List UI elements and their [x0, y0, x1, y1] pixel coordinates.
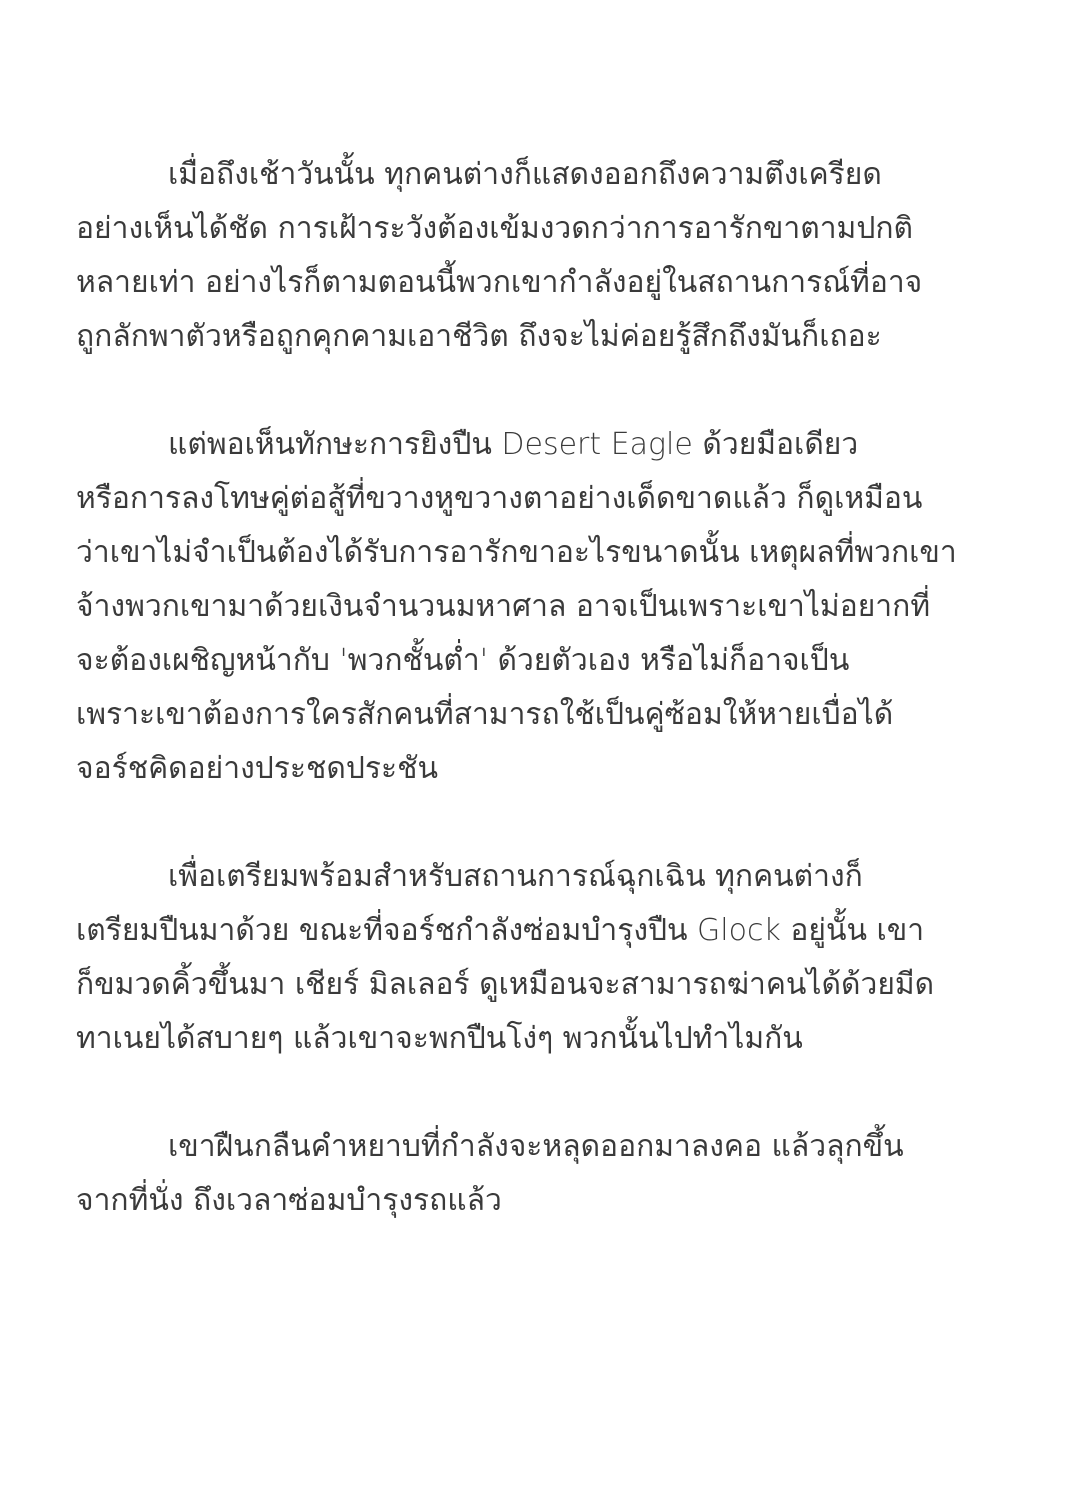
- paragraph-4: [76, 1120, 1026, 1228]
- paragraph-line: หลายเท่า อย่างไรก็ตามตอนนี้พวกเขากำลังอยู่ในสถานการณ์ที่อาจ: [76, 265, 923, 300]
- paragraph-line: เตรียมปืนมาด้วย ขณะที่จอร์ชกำลังซ่อมบำรุงปืน Glock อยู่นั้น เขา: [76, 913, 925, 948]
- paragraph-3: [76, 850, 1026, 1066]
- paragraph-line: หรือการลงโทษคู่ต่อสู้ที่ขวางหูขวางตาอย่างเด็ดขาดแล้ว ก็ดูเหมือน: [76, 481, 923, 516]
- paragraph-line: ถูกลักพาตัวหรือถูกคุกคามเอาชีวิต ถึงจะไม่ค่อยรู้สึกถึงมันก็เถอะ: [76, 319, 882, 354]
- paragraph-line: เพราะเขาต้องการใครสักคนที่สามารถใช้เป็นคู่ซ้อมให้หายเบื่อได้: [76, 697, 894, 732]
- paragraph-line: จะต้องเผชิญหน้ากับ 'พวกชั้นต่ำ' ด้วยตัวเอง หรือไม่ก็อาจเป็น: [76, 643, 850, 678]
- paragraph-line: อย่างเห็นได้ชัด การเฝ้าระวังต้องเข้มงวดกว่าการอารักขาตามปกติ: [76, 211, 914, 246]
- paragraph-line: เพื่อเตรียมพร้อมสำหรับสถานการณ์ฉุกเฉิน ทุกคนต่างก็: [168, 859, 863, 894]
- paragraph-line: แต่พอเห็นทักษะการยิงปืน Desert Eagle ด้วยมือเดียว: [168, 427, 859, 462]
- paragraph-line: เขาฝืนกลืนคำหยาบที่กำลังจะหลุดออกมาลงคอ แล้วลุกขึ้น: [168, 1129, 904, 1164]
- document-page: [76, 148, 1026, 1282]
- paragraph-1: [76, 148, 1026, 364]
- paragraph-line: ทาเนยได้สบายๆ แล้วเขาจะพกปืนโง่ๆ พวกนั้นไปทำไมกัน: [76, 1021, 803, 1056]
- paragraph-line: ว่าเขาไม่จำเป็นต้องได้รับการอารักขาอะไรขนาดนั้น เหตุผลที่พวกเขา: [76, 535, 957, 570]
- paragraph-line: จ้างพวกเขามาด้วยเงินจำนวนมหาศาล อาจเป็นเพราะเขาไม่อยากที่: [76, 589, 931, 624]
- paragraph-line: ก็ขมวดคิ้วขึ้นมา เชียร์ มิลเลอร์ ดูเหมือนจะสามารถฆ่าคนได้ด้วยมีด: [76, 967, 935, 1002]
- paragraph-2: [76, 418, 1026, 796]
- paragraph-line: เมื่อถึงเช้าวันนั้น ทุกคนต่างก็แสดงออกถึงความตึงเครียด: [168, 157, 882, 192]
- paragraph-line: จากที่นั่ง ถึงเวลาซ่อมบำรุงรถแล้ว: [76, 1183, 502, 1218]
- paragraph-line: จอร์ชคิดอย่างประชดประชัน: [76, 751, 438, 786]
